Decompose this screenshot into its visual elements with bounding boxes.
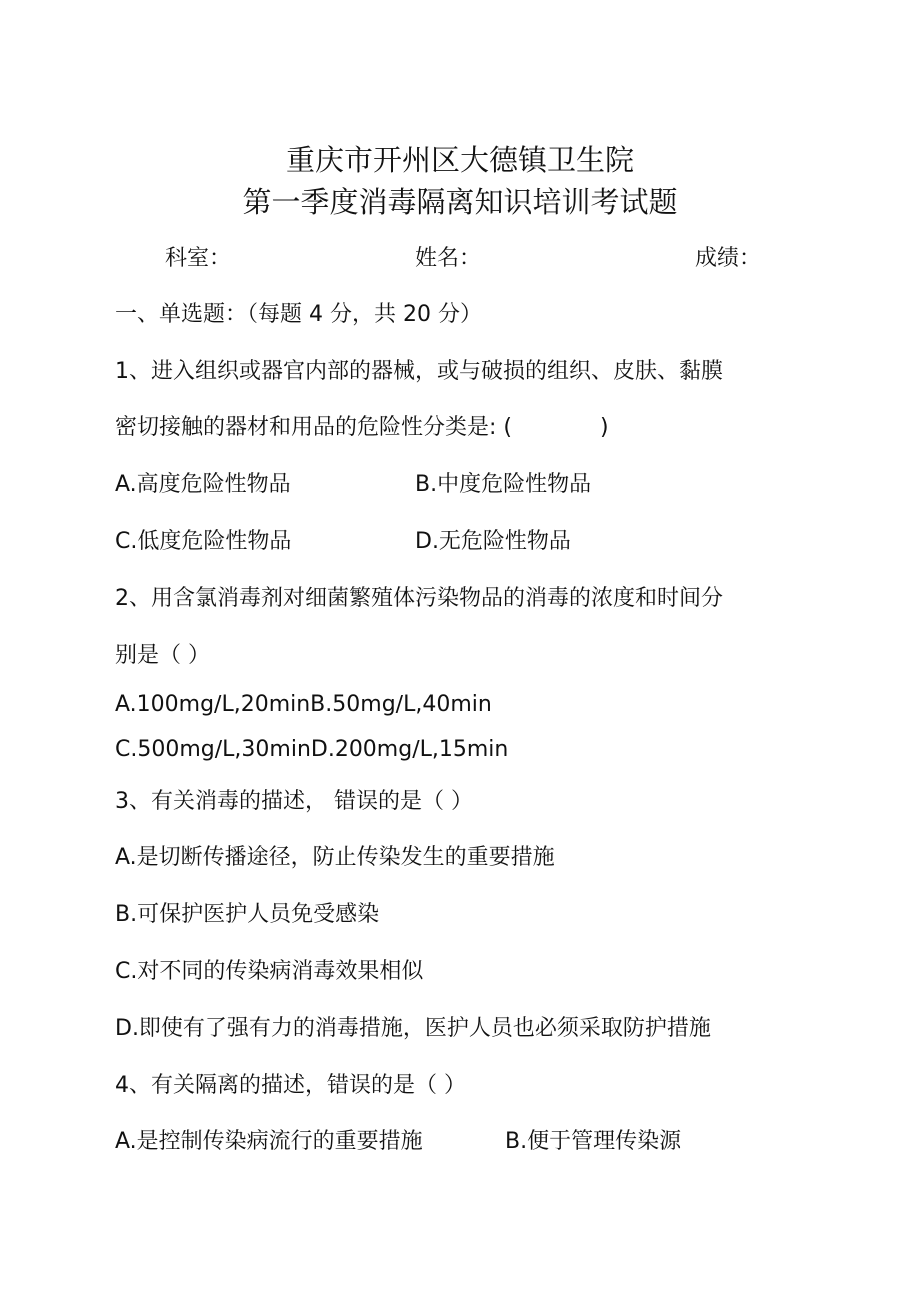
question-3-option-d: D.即使有了强有力的消毒措施，医护人员也必须采取防护措施 xyxy=(115,1016,711,1041)
score-field-label: 成绩： xyxy=(695,246,762,271)
question-1-option-a: A.高度危险性物品 xyxy=(115,472,291,497)
question-2-options-ab: A.100mg∕L,20minB.50mg∕L,40min xyxy=(115,692,492,717)
question-2-options-cd: C.500mg∕L,30minD.200mg∕L,15min xyxy=(115,737,509,762)
question-1-option-c: C.低度危险性物品 xyxy=(115,529,292,554)
section-heading: 一、单选题：（每题 4 分，共 20 分） xyxy=(115,302,482,327)
question-4-option-b: B.便于管理传染源 xyxy=(505,1129,682,1154)
question-3-option-c: C.对不同的传染病消毒效果相似 xyxy=(115,959,424,984)
question-1-stem-line2: 密切接触的器材和用品的危险性分类是: ( ) xyxy=(115,415,609,440)
question-1-option-d: D.无危险性物品 xyxy=(415,529,571,554)
question-3-stem: 3、有关消毒的描述， 错误的是（ ） xyxy=(115,789,473,814)
question-1-stem-line1: 1、进入组织或器官内部的器械，或与破损的组织、皮肤、黏膜 xyxy=(115,359,723,384)
exam-title-line1: 重庆市开州区大德镇卫生院 xyxy=(285,143,634,177)
question-4-option-a: A.是控制传染病流行的重要措施 xyxy=(115,1129,423,1154)
question-2-stem-line2: 别是（ ） xyxy=(115,643,210,668)
name-field-label: 姓名： xyxy=(415,246,482,271)
question-4-stem: 4、有关隔离的描述，错误的是（ ） xyxy=(115,1073,466,1098)
department-field-label: 科室： xyxy=(165,246,232,271)
question-3-option-a: A.是切断传播途径，防止传染发生的重要措施 xyxy=(115,845,555,870)
question-1-option-b: B.中度危险性物品 xyxy=(415,472,592,497)
exam-title-line2: 第一季度消毒隔离知识培训考试题 xyxy=(242,185,678,219)
question-3-option-b: B.可保护医护人员免受感染 xyxy=(115,902,380,927)
question-2-stem-line1: 2、用含氯消毒剂对细菌繁殖体污染物品的消毒的浓度和时间分 xyxy=(115,586,723,611)
